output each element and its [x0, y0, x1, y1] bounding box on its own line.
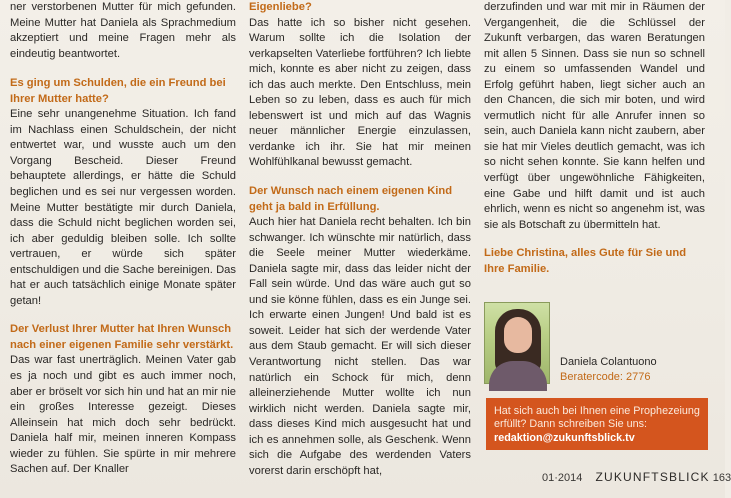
page-number: 163 [712, 472, 731, 484]
intro-paragraph: ner verstorbenen Mutter für mich gefunden. Meine Mutter hat Daniela als Sprachmedium akzeptiert und meine Fragen mehr als eindeutig beantwortet. [10, 1, 236, 60]
magazine-name: ZUKUNFTSBLICK [595, 470, 710, 484]
answer-paragraph-child: Auch hier hat Daniela recht behalten. Ich bin schwanger. Ich wünschte mir natürlich, dass die Seele meiner Mutter wiederkäme. Daniela sagte mir, dass das leider nicht der Fall sein würde. Und das wäre auch gut so und sie könne fühlen, dass es ein Junge sei. Ich erwarte einen Jungen! Und bald ist es soweit. Leider hat sich der werdende Vater aus dem Staub gemacht. Er will sich dieser Verantwortung nicht stellen. Das war natürlich ein Schock für mich, denn alleinerziehende Mutter wollte ich nun wirklich nicht werden. Daniela sagte mir, dass dieses Kind mich ausgesucht hat und ich es annehmen solle, als Geschenk. Wenn sich die Aufgabe des werdenden Vaters vorerst darin erschöpft hat, [249, 216, 471, 477]
callout-text: Hat sich auch bei Ihnen eine Prophezeiung erfüllt? Dann schreiben Sie uns: [494, 405, 700, 431]
author-photo [484, 302, 550, 384]
answer-paragraph-selflove: Das hatte ich so bisher nicht gesehen. Warum sollte ich die Isolation der verkapselten Vaterliebe fortführen? Ich liebte mich, konnte es aber nicht zu zeigen, dass ich das auch merkte. Den Entschluss, mein Leben so zu leben, dass es auch für mich lebenswert ist und mich auf das Wagnis neuer männlicher Energie einzulassen, verdanke ich ihr. Sie hat mir meinen Wohlfühlkanal bewusst gemacht. [249, 16, 471, 169]
question-heading-child: Der Wunsch nach einem eigenen Kind geht ja bald in Erfüllung. [249, 185, 453, 213]
issue-number: 01·2014 [542, 472, 583, 484]
callout-email[interactable]: redaktion@zukunftsblick.tv [494, 431, 635, 444]
question-heading-loss: Der Verlust Ihrer Mutter hat Ihren Wunsch nach einer eigenen Familie sehr verstärkt. [10, 323, 234, 351]
author-box [484, 302, 705, 390]
article-column-3 [484, 0, 705, 277]
article-column-1 [10, 0, 236, 478]
answer-paragraph-loss: Das war fast unerträglich. Meinen Vater gab es ja noch und gibt es auch immer noch, aber er bröselt vor sich hin und hat an mir nie ein großes Interesse gezeigt. Dieses Alleinsein hat mich doch sehr bedrückt. Daniela half mir, meinen inneren Kompass wieder zu fühlen. Sie spürte in mir mehrere Sachen auf. Der Knaller [10, 354, 236, 476]
page-footer [542, 470, 731, 484]
question-heading-debts: Es ging um Schulden, die ein Freund bei Ihrer Mutter hatte? [10, 77, 226, 105]
author-code: Beratercode: 2776 [560, 371, 651, 383]
question-heading-selflove: Eigenliebe? [249, 1, 312, 13]
author-name: Daniela Colantuono [560, 356, 657, 368]
contact-callout [486, 398, 708, 450]
closing-heading: Liebe Christina, alles Gute für Sie und Ihre Familie. [484, 247, 687, 275]
answer-paragraph-continued: derzufinden und war mit mir in Räumen der Vergangenheit, die die Schlüssel der Zukunft verbargen, das waren Beratungen mit allen 5 Sinnen. Dass sie nun so schnell zu einem so umfassenden Wandel und Erfolg geführt haben, liegt sicher auch an den Chancen, die sich mir boten, und wird vermutlich nicht für alle Anrufer innen so sein, auch Daniela kann nicht zaubern, aber sie hat mir Vieles deutlich gemacht, was ich so nicht sehen konnte. Sie kann helfen und verfügt über ungewöhnliche Fähigkeiten, eine Gabe und hilft damit und ist auch ehrlich, wenn es nicht so angenehm ist, was sie als Botschaft zu übermitteln hat. [484, 1, 705, 231]
article-column-2 [249, 0, 471, 479]
answer-paragraph-debts: Eine sehr unangenehme Situation. Ich fand im Nachlass einen Schuldschein, der nicht entwertet war, und wusste auch um den Vorgang Bescheid. Dieser Freund behauptete allerdings, er hätte die Schuld beglichen und es sei nur vergessen worden. Meine Mutter bestätigte mir durch Daniela, dass die Schuld nicht beglichen worden sei, ich aber geduldig bleiben solle. Ich sollte vertrauen, er würde sich später entschuldigen und die Sache bereinigen. Das hat er auch tatsächlich einige Monate später getan! [10, 108, 236, 307]
